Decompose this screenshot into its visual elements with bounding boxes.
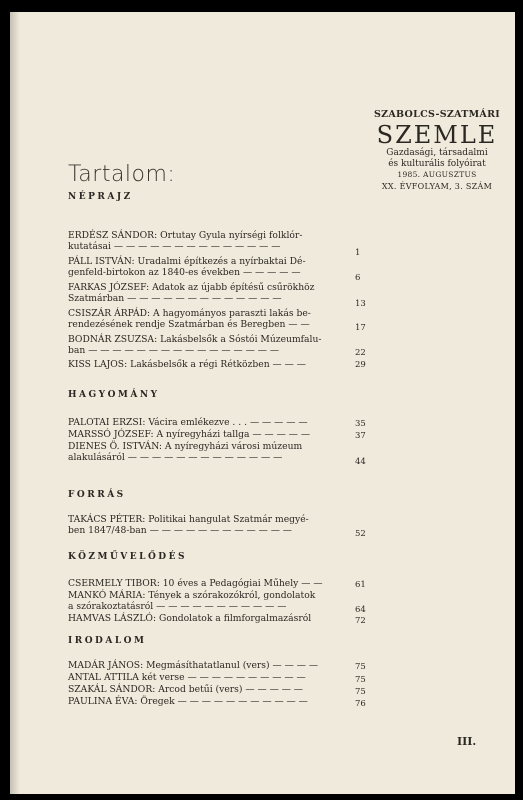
entry-page-number: 76 (355, 699, 366, 709)
entry-line: PALOTAI ERZSI: Vácira emlékezve . . . — — — — — (68, 417, 308, 428)
entry-page-number: 37 (355, 431, 366, 441)
entry-line: CSERMELY TIBOR: 10 éves a Pedagógiai Műhely — — (68, 578, 323, 589)
masthead-title: SZEMLE (376, 121, 498, 149)
entry-line: Szatmárban — — — — — — — — — — — — — (68, 293, 282, 304)
toc-entry-erdesz[interactable] (68, 230, 378, 258)
entry-line: ban — — — — — — — — — — — — — — — — (68, 345, 280, 356)
entry-line: DIENES Ö. ISTVÁN: A nyíregyházi városi múzeum (68, 441, 303, 452)
entry-line: ANTAL ATTILA két verse — — — — — — — — — — (68, 672, 306, 683)
toc-entry-dienes[interactable] (68, 441, 378, 467)
section-heading-hagyomany: HAGYOMÁNY (68, 390, 160, 400)
toc-entry-pall[interactable] (68, 256, 378, 283)
entry-page-number: 44 (355, 457, 366, 467)
masthead-subtitle-1: Gazdasági, társadalmi (386, 148, 488, 158)
masthead-publisher: SZABOLCS-SZATMÁRI (373, 109, 501, 120)
entry-line: ERDÉSZ SÁNDOR: Ortutay Gyula nyírségi folklór- (68, 230, 303, 241)
entry-line: MARSSÓ JÓZSEF: A nyíregyházi tallga — — — — — (68, 429, 311, 440)
section-heading-forras: FORRÁS (68, 490, 126, 500)
entry-line: MADÁR JÁNOS: Megmásíthatatlanul (vers) — — — — (68, 660, 319, 671)
toc-entry-csiszar[interactable] (68, 308, 378, 333)
toc-entry-hamvas[interactable] (68, 613, 378, 624)
entry-page-number: 75 (355, 675, 366, 685)
entry-line: ben 1847/48-ban — — — — — — — — — — — — (68, 525, 292, 536)
toc-entry-palotai[interactable] (68, 417, 378, 428)
section-heading-kozmuvelodes: KÖZMŰVELŐDÉS (68, 552, 187, 562)
toc-entry-marsso[interactable] (68, 429, 378, 440)
entry-page-number: 17 (355, 323, 366, 333)
magazine-page (10, 12, 515, 794)
entry-line: PÁLL ISTVÁN: Uradalmi építkezés a nyírbaktai Dé- (68, 256, 306, 267)
entry-line: KISS LAJOS: Lakásbelsők a régi Rétközben — — — (68, 359, 306, 370)
entry-line: alakulásáról — — — — — — — — — — — — — (68, 452, 283, 463)
section-heading-neprajz: NÉPRAJZ (68, 192, 133, 202)
masthead-issue: XX. ÉVFOLYAM, 3. SZÁM (381, 182, 493, 191)
entry-line: TAKÁCS PÉTER: Politikai hangulat Szatmár megyé- (68, 514, 309, 525)
entry-line: rendezésének rendje Szatmárban és Beregben — — (68, 319, 310, 330)
toc-entry-farkas[interactable] (68, 282, 378, 309)
entry-line: kutatásai — — — — — — — — — — — — — — (68, 241, 281, 252)
masthead-subtitle-2: és kulturális folyóirat (388, 159, 486, 169)
toc-entry-madar[interactable] (68, 660, 378, 671)
toc-title: Tartalom: (68, 162, 176, 187)
entry-line: genfeld-birtokon az 1840-es években — — — — — (68, 267, 301, 278)
entry-page-number: 52 (355, 529, 366, 539)
entry-page-number: 75 (355, 662, 366, 672)
toc-entry-takacs[interactable] (68, 514, 378, 539)
entry-page-number: 64 (355, 605, 366, 615)
entry-page-number: 35 (355, 419, 366, 429)
entry-page-number: 29 (355, 360, 366, 370)
entry-page-number: 75 (355, 687, 366, 697)
entry-page-number: 22 (355, 348, 366, 358)
entry-page-number: 72 (355, 616, 366, 626)
entry-page-number: 6 (355, 273, 361, 283)
page-number: III. (457, 735, 477, 748)
entry-line: HAMVAS LÁSZLÓ: Gondolatok a filmforgalmazásról (68, 613, 312, 624)
entry-line: PAULINA ÉVA: Öregek — — — — — — — — — — — (68, 696, 308, 707)
entry-page-number: 61 (355, 580, 366, 590)
entry-page-number: 13 (355, 299, 366, 309)
toc-entry-szakal[interactable] (68, 684, 378, 695)
entry-line: a szórakoztatásról — — — — — — — — — — — (68, 601, 287, 612)
entry-line: FARKAS JÓZSEF: Adatok az újabb építésű csűrökhöz (68, 282, 315, 293)
entry-line: BODNÁR ZSUZSA: Lakásbelsők a Sóstói Múzeumfalu- (68, 334, 322, 345)
section-heading-irodalom: IRODALOM (68, 636, 147, 646)
entry-line: CSISZÁR ÁRPÁD: A hagyományos paraszti lakás be- (68, 308, 311, 319)
entry-line: MANKÓ MÁRIA: Tények a szórakozókról, gondolatok (68, 590, 316, 601)
toc-entry-kiss[interactable] (68, 359, 378, 370)
masthead-date: 1985. AUGUSZTUS (397, 170, 477, 179)
toc-entry-bodnar[interactable] (68, 334, 378, 356)
masthead (362, 109, 512, 193)
toc-entry-manko[interactable] (68, 590, 378, 615)
toc-entry-paulina[interactable] (68, 696, 378, 707)
entry-line: SZAKÁL SÁNDOR: Arcod betűi (vers) — — — — — (68, 684, 303, 695)
entry-page-number: 1 (355, 248, 361, 258)
toc-entry-antal[interactable] (68, 672, 378, 683)
toc-entry-csermely[interactable] (68, 578, 378, 589)
